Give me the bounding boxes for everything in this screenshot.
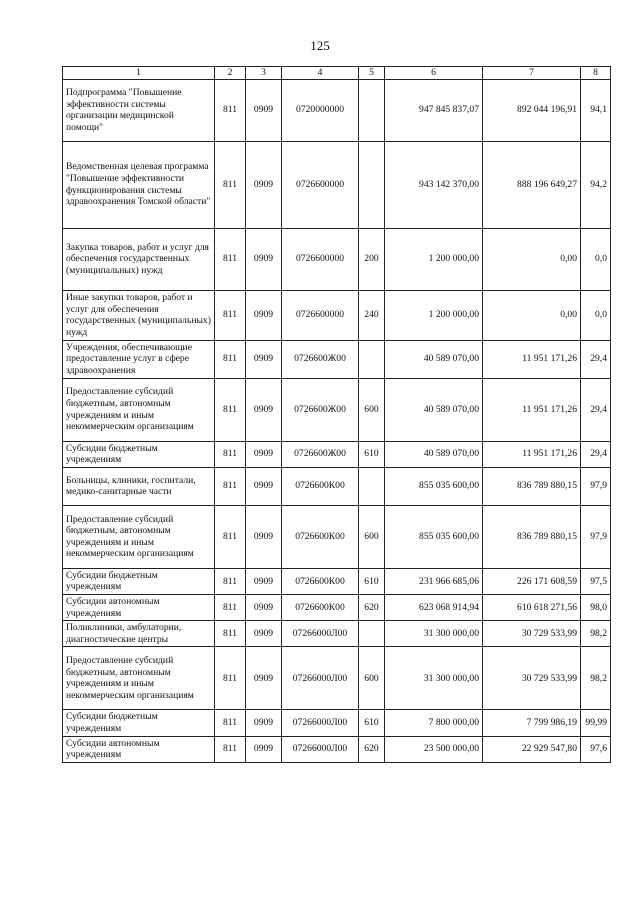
row-value-cell: 0,0 <box>581 228 611 290</box>
row-value-cell: 11 951 171,26 <box>483 378 581 441</box>
header-cell: 4 <box>282 67 359 80</box>
table-row <box>63 736 611 762</box>
row-value-cell: 99,99 <box>581 710 611 736</box>
row-value-cell: 610 <box>359 568 385 594</box>
row-value-cell <box>359 79 385 141</box>
header-cell: 1 <box>63 67 215 80</box>
row-value-cell: 0720000000 <box>282 79 359 141</box>
row-value-cell: 811 <box>215 505 246 568</box>
row-value-cell: 200 <box>359 228 385 290</box>
row-value-cell: 811 <box>215 228 246 290</box>
row-value-cell: 29,4 <box>581 441 611 467</box>
header-row <box>63 67 611 80</box>
row-value-cell: 0726600К00 <box>282 467 359 505</box>
row-value-cell: 0726600Ж00 <box>282 441 359 467</box>
row-name-cell: Предоставление субсидий бюджетным, автономным учреждениям и иным некоммерческим организациям <box>63 647 215 710</box>
row-value-cell: 811 <box>215 340 246 378</box>
table-row <box>63 568 611 594</box>
row-value-cell: 97,6 <box>581 736 611 762</box>
row-name-cell: Учреждения, обеспечивающие предоставление услуг в сфере здравоохранения <box>63 340 215 378</box>
row-value-cell <box>359 141 385 228</box>
header-cell: 2 <box>215 67 246 80</box>
table-row <box>63 378 611 441</box>
row-value-cell: 7 800 000,00 <box>385 710 483 736</box>
row-value-cell: 0909 <box>246 568 282 594</box>
row-value-cell: 855 035 600,00 <box>385 467 483 505</box>
row-value-cell: 888 196 649,27 <box>483 141 581 228</box>
row-value-cell: 94,1 <box>581 79 611 141</box>
row-value-cell: 0909 <box>246 621 282 647</box>
row-value-cell: 0909 <box>246 505 282 568</box>
row-value-cell: 23 500 000,00 <box>385 736 483 762</box>
table-row <box>63 228 611 290</box>
row-value-cell: 0,00 <box>483 228 581 290</box>
row-value-cell: 0726600К00 <box>282 568 359 594</box>
row-value-cell: 226 171 608,59 <box>483 568 581 594</box>
row-value-cell: 0726600000 <box>282 290 359 340</box>
row-value-cell: 29,4 <box>581 340 611 378</box>
row-name-cell: Закупка товаров, работ и услуг для обеспечения государственных (муниципальных) нужд <box>63 228 215 290</box>
row-value-cell: 0909 <box>246 79 282 141</box>
table-row <box>63 594 611 620</box>
row-value-cell: 811 <box>215 290 246 340</box>
row-value-cell: 600 <box>359 378 385 441</box>
row-value-cell: 811 <box>215 378 246 441</box>
table-row <box>63 441 611 467</box>
row-value-cell: 811 <box>215 568 246 594</box>
row-value-cell: 97,9 <box>581 505 611 568</box>
row-value-cell: 610 <box>359 710 385 736</box>
row-value-cell: 0909 <box>246 594 282 620</box>
row-value-cell: 07266000Л00 <box>282 736 359 762</box>
row-name-cell: Предоставление субсидий бюджетным, автономным учреждениям и иным некоммерческим организациям <box>63 378 215 441</box>
row-value-cell: 07266000Л00 <box>282 621 359 647</box>
table-row <box>63 290 611 340</box>
row-value-cell: 0909 <box>246 736 282 762</box>
header-cell: 7 <box>483 67 581 80</box>
row-value-cell: 31 300 000,00 <box>385 621 483 647</box>
row-value-cell: 1 200 000,00 <box>385 290 483 340</box>
row-name-cell: Иные закупки товаров, работ и услуг для обеспечения государственных (муниципальных) нужд <box>63 290 215 340</box>
row-value-cell: 0726600К00 <box>282 505 359 568</box>
row-value-cell: 811 <box>215 79 246 141</box>
row-value-cell: 11 951 171,26 <box>483 340 581 378</box>
row-value-cell <box>359 340 385 378</box>
table-row <box>63 467 611 505</box>
table-row <box>63 340 611 378</box>
row-value-cell: 97,9 <box>581 467 611 505</box>
row-value-cell: 811 <box>215 736 246 762</box>
row-value-cell: 610 <box>359 441 385 467</box>
row-name-cell: Субсидии автономным учреждениям <box>63 594 215 620</box>
row-value-cell: 600 <box>359 647 385 710</box>
row-value-cell: 07266000Л00 <box>282 710 359 736</box>
row-value-cell: 97,5 <box>581 568 611 594</box>
row-value-cell: 0726600Ж00 <box>282 340 359 378</box>
row-name-cell: Субсидии автономным учреждениям <box>63 736 215 762</box>
row-value-cell: 0726600000 <box>282 141 359 228</box>
row-value-cell: 892 044 196,91 <box>483 79 581 141</box>
row-value-cell: 836 789 880,15 <box>483 467 581 505</box>
row-value-cell: 0909 <box>246 141 282 228</box>
table-row <box>63 141 611 228</box>
row-value-cell: 94,2 <box>581 141 611 228</box>
header-cell: 3 <box>246 67 282 80</box>
row-value-cell: 98,2 <box>581 647 611 710</box>
table-row <box>63 79 611 141</box>
row-value-cell: 0,0 <box>581 290 611 340</box>
page-number: 125 <box>310 38 330 53</box>
row-value-cell: 811 <box>215 141 246 228</box>
row-name-cell: Подпрограмма "Повышение эффективности системы организации медицинской помощи" <box>63 79 215 141</box>
row-value-cell: 30 729 533,99 <box>483 621 581 647</box>
row-value-cell: 811 <box>215 467 246 505</box>
row-value-cell: 0726600000 <box>282 228 359 290</box>
row-value-cell: 620 <box>359 736 385 762</box>
row-value-cell <box>359 621 385 647</box>
header-cell: 6 <box>385 67 483 80</box>
row-value-cell: 0909 <box>246 467 282 505</box>
row-value-cell: 0909 <box>246 441 282 467</box>
row-value-cell: 7 799 986,19 <box>483 710 581 736</box>
header-cell: 8 <box>581 67 611 80</box>
row-value-cell: 231 966 685,06 <box>385 568 483 594</box>
row-value-cell: 0909 <box>246 228 282 290</box>
row-value-cell: 811 <box>215 710 246 736</box>
row-value-cell: 0,00 <box>483 290 581 340</box>
row-name-cell: Предоставление субсидий бюджетным, автономным учреждениям и иным некоммерческим организациям <box>63 505 215 568</box>
header-cell: 5 <box>359 67 385 80</box>
row-value-cell: 1 200 000,00 <box>385 228 483 290</box>
row-value-cell: 600 <box>359 505 385 568</box>
row-value-cell: 855 035 600,00 <box>385 505 483 568</box>
row-value-cell: 0909 <box>246 378 282 441</box>
row-name-cell: Субсидии бюджетным учреждениям <box>63 568 215 594</box>
table-row <box>63 621 611 647</box>
row-value-cell: 811 <box>215 647 246 710</box>
row-value-cell: 40 589 070,00 <box>385 441 483 467</box>
row-value-cell: 623 068 914,94 <box>385 594 483 620</box>
row-value-cell: 811 <box>215 594 246 620</box>
row-value-cell: 947 845 837,07 <box>385 79 483 141</box>
row-value-cell: 0726600К00 <box>282 594 359 620</box>
row-value-cell <box>359 467 385 505</box>
budget-table <box>62 66 611 763</box>
table-row <box>63 710 611 736</box>
row-value-cell: 0909 <box>246 647 282 710</box>
row-name-cell: Субсидии бюджетным учреждениям <box>63 710 215 736</box>
row-value-cell: 0909 <box>246 340 282 378</box>
row-value-cell: 610 618 271,56 <box>483 594 581 620</box>
row-name-cell: Больницы, клиники, госпитали, медико-санитарные части <box>63 467 215 505</box>
row-name-cell: Поликлиники, амбулатории, диагностические центры <box>63 621 215 647</box>
row-name-cell: Ведомственная целевая программа "Повышение эффективности функционирования системы здравоохранения Томской области" <box>63 141 215 228</box>
table-row <box>63 647 611 710</box>
row-value-cell: 240 <box>359 290 385 340</box>
row-value-cell: 0726600Ж00 <box>282 378 359 441</box>
row-value-cell: 620 <box>359 594 385 620</box>
row-value-cell: 31 300 000,00 <box>385 647 483 710</box>
table-row <box>63 505 611 568</box>
row-value-cell: 98,2 <box>581 621 611 647</box>
row-value-cell: 836 789 880,15 <box>483 505 581 568</box>
row-value-cell: 22 929 547,80 <box>483 736 581 762</box>
row-value-cell: 40 589 070,00 <box>385 340 483 378</box>
row-value-cell: 40 589 070,00 <box>385 378 483 441</box>
row-value-cell: 811 <box>215 621 246 647</box>
row-value-cell: 29,4 <box>581 378 611 441</box>
row-value-cell: 98,0 <box>581 594 611 620</box>
row-value-cell: 07266000Л00 <box>282 647 359 710</box>
row-value-cell: 0909 <box>246 710 282 736</box>
row-value-cell: 0909 <box>246 290 282 340</box>
row-name-cell: Субсидии бюджетным учреждениям <box>63 441 215 467</box>
row-value-cell: 30 729 533,99 <box>483 647 581 710</box>
row-value-cell: 11 951 171,26 <box>483 441 581 467</box>
row-value-cell: 811 <box>215 441 246 467</box>
row-value-cell: 943 142 370,00 <box>385 141 483 228</box>
